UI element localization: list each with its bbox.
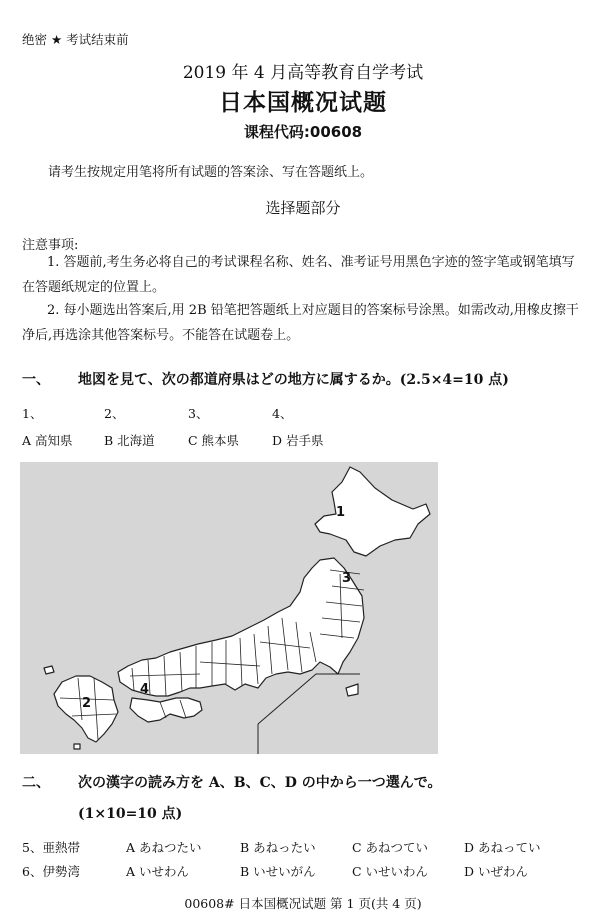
hokkaido-shape: [315, 467, 430, 556]
map-label-4: 4: [140, 682, 150, 697]
option-d: D 岩手県: [272, 433, 324, 448]
instruction-text: 请考生按规定用笔将所有试题的答案涂、写在答题纸上。: [48, 165, 374, 180]
map-label-1: 1: [336, 505, 346, 520]
question-6-option-c: C いせいわん: [352, 864, 429, 879]
question-6-option-d: D いぜわん: [464, 864, 528, 879]
question-5-option-d: D あねってい: [464, 840, 541, 855]
map-label-3: 3: [342, 571, 352, 586]
shikoku-shape: [130, 698, 202, 722]
option-a: A 高知県: [22, 433, 73, 448]
blank-1: 1、: [22, 406, 43, 421]
notes-heading: 注意事项:: [22, 238, 79, 253]
confidential-label: 绝密 ★ 考试结束前: [22, 32, 129, 47]
question-6-option-a: A いせわん: [126, 864, 190, 879]
blank-4: 4、: [272, 406, 293, 421]
part2-title: 次の漢字の読み方を A、B、C、D の中から一つ選んで。: [78, 775, 442, 791]
option-c: C 熊本県: [188, 433, 240, 448]
option-b: B 北海道: [104, 433, 155, 448]
blank-3: 3、: [188, 406, 209, 421]
part2-number: 二、: [22, 775, 50, 791]
map-label-2: 2: [82, 696, 92, 711]
question-5-option-b: B あねったい: [240, 840, 316, 855]
exam-title: 2019 年 4 月高等教育自学考试: [182, 63, 424, 83]
japan-map-drawing: [20, 462, 438, 754]
question-6-number: 6、伊勢湾: [22, 864, 80, 879]
japan-map: [20, 462, 438, 754]
question-5-option-c: C あねつてい: [352, 840, 429, 855]
section-title: 选择题部分: [265, 199, 341, 217]
part1-title: 地図を見て、次の都道府県はどの地方に属するか。(2.5×4=10 点): [78, 372, 509, 388]
question-6-option-b: B いせいがん: [240, 864, 316, 879]
question-5-option-a: A あねつたい: [126, 840, 202, 855]
note-item-2: 2. 每小题选出答案后,用 2B 铅笔把答题纸上对应题目的答案标号涂黑。如需改动,用橡皮擦干净后,再选涂其他答案标号。不能答在试题卷上。: [22, 303, 579, 343]
blank-2: 2、: [104, 406, 125, 421]
subject-title: 日本国概况试题: [219, 90, 387, 116]
course-code: 课程代码:00608: [243, 123, 363, 141]
page-footer: 00608# 日本国概况试题 第 1 页(共 4 页): [184, 896, 422, 911]
question-5-number: 5、亜熱帯: [22, 840, 80, 855]
part1-number: 一、: [22, 372, 50, 388]
note-item-1: 1. 答题前,考生务必将自己的考试课程名称、姓名、准考证号用黑色字迹的签字笔或钢笔填写在答题纸规定的位置上。: [22, 255, 575, 295]
part2-score: (1×10=10 点): [78, 806, 183, 822]
